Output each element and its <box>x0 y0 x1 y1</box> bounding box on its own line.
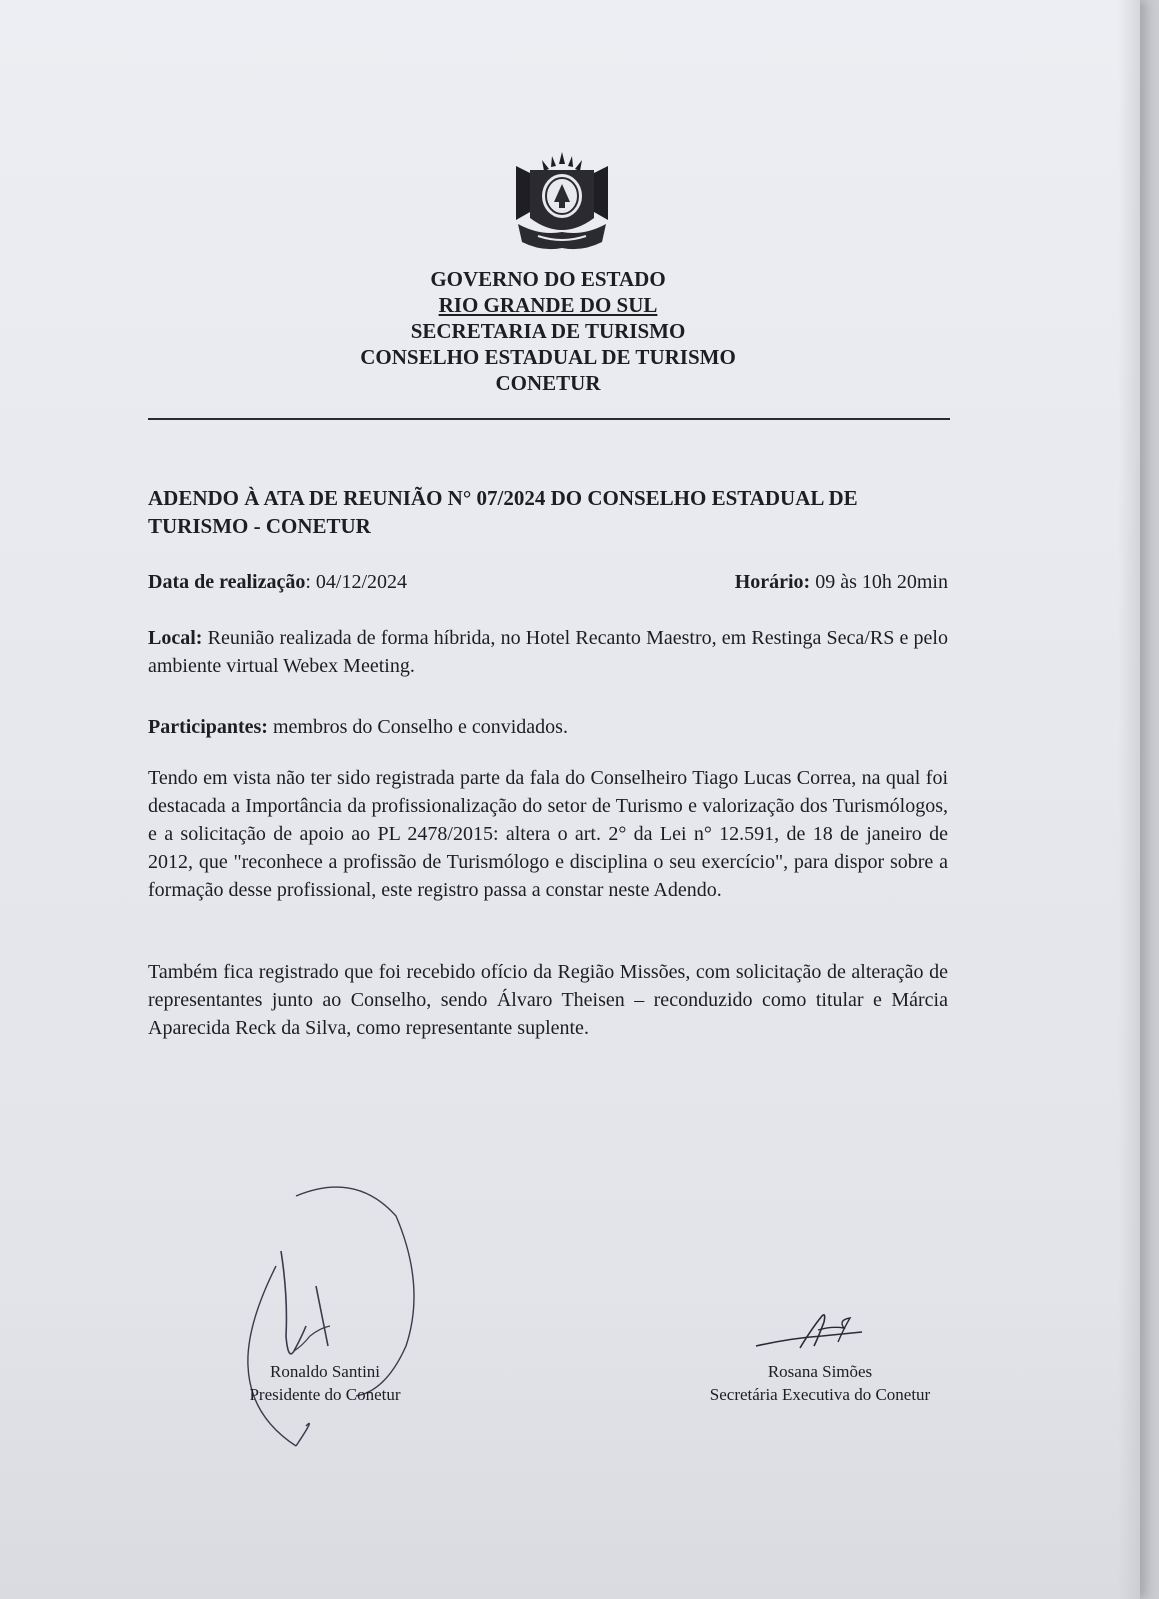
header-council: CONSELHO ESTADUAL DE TURISMO <box>360 345 736 369</box>
time-value: 09 às 10h 20min <box>810 571 948 593</box>
signature-block-secretary <box>680 1360 960 1406</box>
document-title: ADENDO À ATA DE REUNIÃO N° 07/2024 DO CONSELHO ESTADUAL DE TURISMO - CONETUR <box>148 486 858 538</box>
time-label: Horário: <box>734 571 811 593</box>
local-paragraph <box>148 624 948 680</box>
header-state: RIO GRANDE DO SUL <box>438 293 658 317</box>
signature-ronaldo-santini <box>236 1176 436 1466</box>
president-name: Ronaldo Santini <box>269 1362 381 1381</box>
meeting-meta <box>148 568 948 596</box>
participants-paragraph <box>148 713 948 741</box>
letterhead <box>148 266 948 396</box>
page-edge-shadow <box>1118 0 1140 1599</box>
state-coat-of-arms-icon <box>512 150 612 268</box>
local-label: Local: <box>148 627 203 649</box>
participants-label: Participantes: <box>148 716 268 738</box>
body-paragraph-1: Tendo em vista não ter sido registrada parte da fala do Conselheiro Tiago Lucas Correa, na qual foi destacada a Importância da profissionalização do setor de Turismo e valorização dos Turismólogos, e a solicitação de apoio ao PL 2478/2015: altera o art. 2° da Lei n° 12.591, de 18 de janeiro de 2012, que "reconhece a profissão de Turismólogo e disciplina o seu exercício", para dispor sobre a formação desse profissional, este registro passa a constar neste Adendo. <box>148 767 948 901</box>
signature-rosana-simoes <box>752 1308 872 1358</box>
header-secretariat: SECRETARIA DE TURISMO <box>410 319 686 343</box>
secretary-name: Rosana Simões <box>767 1362 873 1381</box>
header-acronym: CONETUR <box>495 371 601 395</box>
date-label: Data de realização <box>148 571 306 593</box>
date-value: : 04/12/2024 <box>305 571 408 593</box>
participants-text: membros do Conselho e convidados. <box>267 716 568 738</box>
header-divider <box>148 418 950 420</box>
header-government: GOVERNO DO ESTADO <box>430 267 666 291</box>
local-text: Reunião realizada de forma híbrida, no Hotel Recanto Maestro, em Restinga Seca/RS e pelo ambiente virtual Webex Meeting. <box>148 627 948 677</box>
secretary-role: Secretária Executiva do Conetur <box>709 1385 931 1404</box>
body-paragraph-2: Também fica registrado que foi recebido ofício da Região Missões, com solicitação de alteração de representantes junto ao Conselho, sendo Álvaro Theisen – reconduzido como titular e Márcia Aparecida Reck da Silva, como representante suplente. <box>148 961 948 1039</box>
signature-block-president <box>220 1360 430 1406</box>
president-role: Presidente do Conetur <box>249 1385 401 1404</box>
